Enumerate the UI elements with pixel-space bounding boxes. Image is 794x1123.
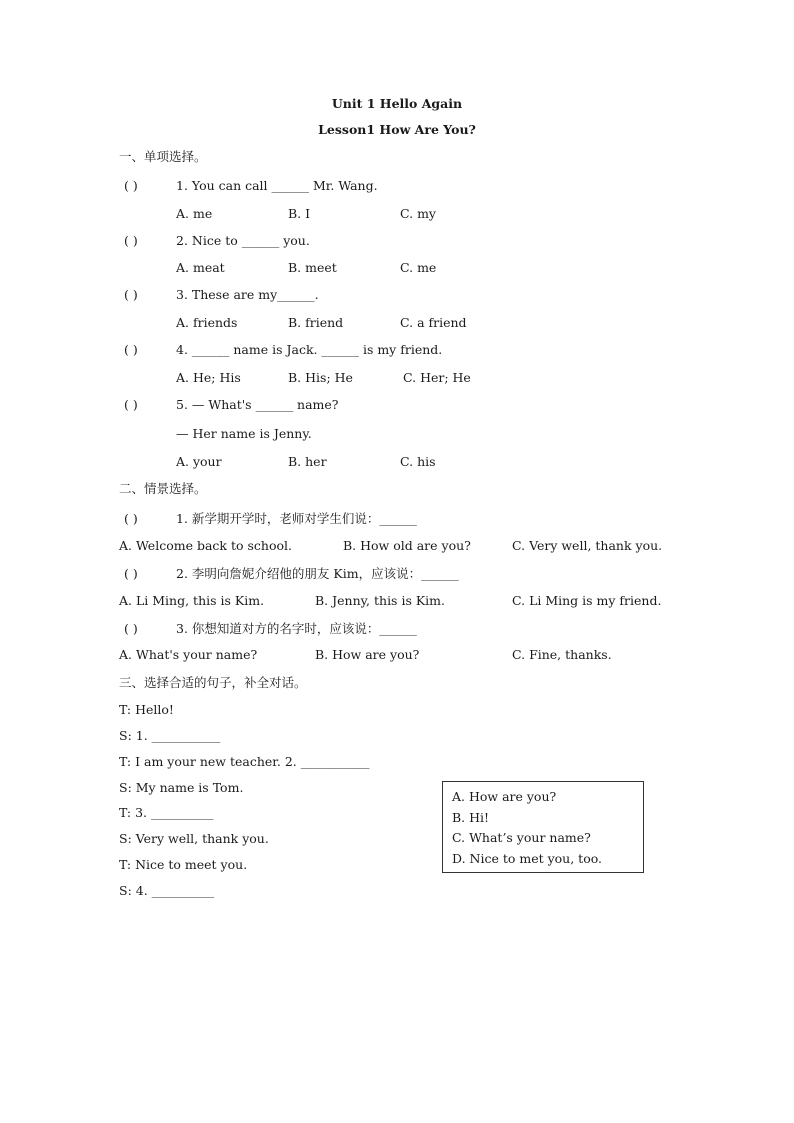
option-c: C. his — [400, 454, 436, 469]
dialogue-line: T: Hello! — [119, 702, 174, 717]
option-a: A. your — [176, 454, 222, 469]
option-a: A. Li Ming, this is Kim. — [119, 593, 265, 608]
question-text: 2. 李明向詹妮介绍他的朋友 Kim，应该说：______ — [176, 566, 459, 581]
question-response: — Her name is Jenny. — [176, 426, 312, 441]
option-a: A. What's your name? — [119, 647, 258, 662]
option-c: C. me — [400, 260, 437, 275]
question-text: 1. You can call ______ Mr. Wang. — [176, 178, 378, 193]
option-c: C. Fine, thanks. — [512, 647, 612, 662]
box-option: A. How are you? — [452, 789, 557, 804]
question-text: 5. — What's ______ name? — [176, 397, 339, 412]
answer-bracket[interactable]: ( ) — [124, 178, 138, 193]
option-b: B. How are you? — [315, 647, 420, 662]
option-a: A. friends — [176, 315, 238, 330]
question-text: 3. 你想知道对方的名字时，应该说：______ — [176, 621, 417, 636]
option-c: C. Her; He — [403, 370, 471, 385]
option-b: B. her — [288, 454, 327, 469]
option-c: C. a friend — [400, 315, 467, 330]
question-text: 3. These are my______. — [176, 287, 319, 302]
dialogue-line[interactable]: S: 1. ___________ — [119, 728, 221, 743]
dialogue-line: S: My name is Tom. — [119, 780, 244, 795]
box-option: B. Hi! — [452, 810, 490, 825]
option-c: C. Very well, thank you. — [512, 538, 663, 553]
question-text: 4. ______ name is Jack. ______ is my friend. — [176, 342, 443, 357]
option-b: B. meet — [288, 260, 337, 275]
answer-bracket[interactable]: ( ) — [124, 621, 138, 636]
option-c: C. my — [400, 206, 436, 221]
option-b: B. How old are you? — [343, 538, 471, 553]
dialogue-line[interactable]: S: 4. __________ — [119, 883, 215, 898]
section3-heading: 三、选择合适的句子，补全对话。 — [119, 675, 307, 690]
option-a: A. He; His — [176, 370, 241, 385]
option-a: A. meat — [176, 260, 225, 275]
answer-bracket[interactable]: ( ) — [124, 342, 138, 357]
section2-heading: 二、情景选择。 — [119, 481, 207, 496]
option-b: B. I — [288, 206, 311, 221]
question-text: 2. Nice to ______ you. — [176, 233, 310, 248]
page-subtitle: Lesson1 How Are You? — [318, 122, 476, 137]
option-a: A. me — [176, 206, 213, 221]
answer-bracket[interactable]: ( ) — [124, 287, 138, 302]
section1-heading: 一、单项选择。 — [119, 149, 207, 164]
answer-bracket[interactable]: ( ) — [124, 511, 138, 526]
question-text: 1. 新学期开学时，老师对学生们说：______ — [176, 511, 417, 526]
dialogue-line: S: Very well, thank you. — [119, 831, 269, 846]
option-b: B. Jenny, this is Kim. — [315, 593, 445, 608]
dialogue-line[interactable]: T: I am your new teacher. 2. ___________ — [119, 754, 370, 769]
page-title: Unit 1 Hello Again — [331, 96, 463, 111]
option-c: C. Li Ming is my friend. — [512, 593, 662, 608]
option-a: A. Welcome back to school. — [119, 538, 292, 553]
box-option: C. What’s your name? — [452, 830, 591, 845]
option-b: B. friend — [288, 315, 344, 330]
option-b: B. His; He — [288, 370, 353, 385]
dialogue-line: T: Nice to meet you. — [119, 857, 248, 872]
dialogue-line[interactable]: T: 3. __________ — [119, 805, 214, 820]
answer-bracket[interactable]: ( ) — [124, 566, 138, 581]
answer-bracket[interactable]: ( ) — [124, 397, 138, 412]
box-option: D. Nice to met you, too. — [452, 851, 603, 866]
answer-bracket[interactable]: ( ) — [124, 233, 138, 248]
